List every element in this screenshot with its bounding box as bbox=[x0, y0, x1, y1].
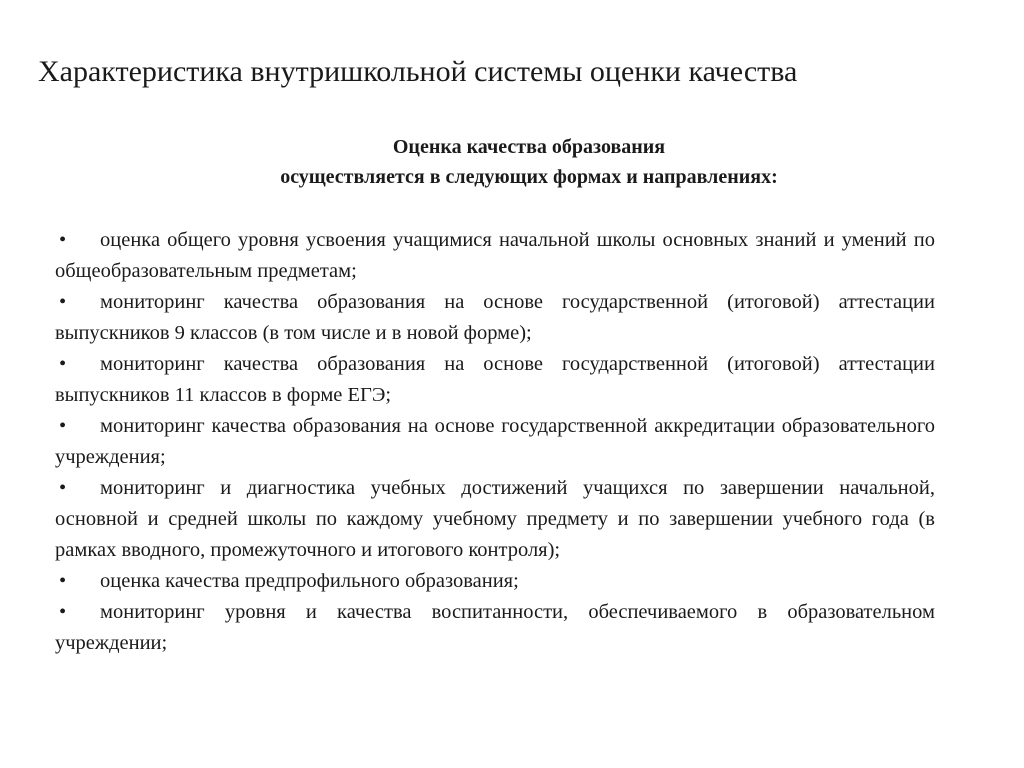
bullet-icon: • bbox=[59, 229, 67, 251]
list-item-text: мониторинг качества образования на основе государственной (итоговой) аттестации выпускников 9 классов (в том числе и в новой форме); bbox=[55, 291, 935, 344]
list-item-text: оценка качества предпрофильного образования; bbox=[100, 570, 519, 592]
list-item-text: мониторинг и диагностика учебных достижений учащихся по завершении начальной, основной и средней школы по каждому учебному предмету и по завершении учебного года (в рамках вводного, промежуточного и итогового контроля); bbox=[55, 477, 935, 561]
list-item-text: мониторинг качества образования на основе государственной аккредитации образовательного учреждения; bbox=[55, 415, 935, 468]
bullet-icon: • bbox=[59, 353, 67, 375]
bullet-list bbox=[55, 225, 935, 659]
list-item bbox=[55, 287, 935, 349]
list-item-text: мониторинг качества образования на основе государственной (итоговой) аттестации выпускников 11 классов в форме ЕГЭ; bbox=[55, 353, 935, 406]
bullet-icon: • bbox=[59, 570, 67, 592]
subtitle-line-1: Оценка качества образования bbox=[392, 136, 666, 158]
list-item bbox=[55, 411, 935, 473]
subtitle-line-2: осуществляется в следующих формах и направлениях: bbox=[280, 166, 778, 188]
slide-title: Характеристика внутришкольной системы оценки качества bbox=[38, 55, 798, 88]
bullet-icon: • bbox=[59, 601, 67, 623]
subtitle bbox=[0, 132, 1024, 192]
list-item-text: оценка общего уровня усвоения учащимися начальной школы основных знаний и умений по общеобразовательным предметам; bbox=[55, 229, 935, 282]
bullet-icon: • bbox=[59, 415, 67, 437]
list-item bbox=[55, 566, 935, 597]
bullet-icon: • bbox=[59, 291, 67, 313]
list-item-text: мониторинг уровня и качества воспитанности, обеспечиваемого в образовательном учреждении; bbox=[55, 601, 935, 654]
list-item bbox=[55, 225, 935, 287]
list-item bbox=[55, 473, 935, 566]
list-item bbox=[55, 597, 935, 659]
bullet-icon: • bbox=[59, 477, 67, 499]
list-item bbox=[55, 349, 935, 411]
